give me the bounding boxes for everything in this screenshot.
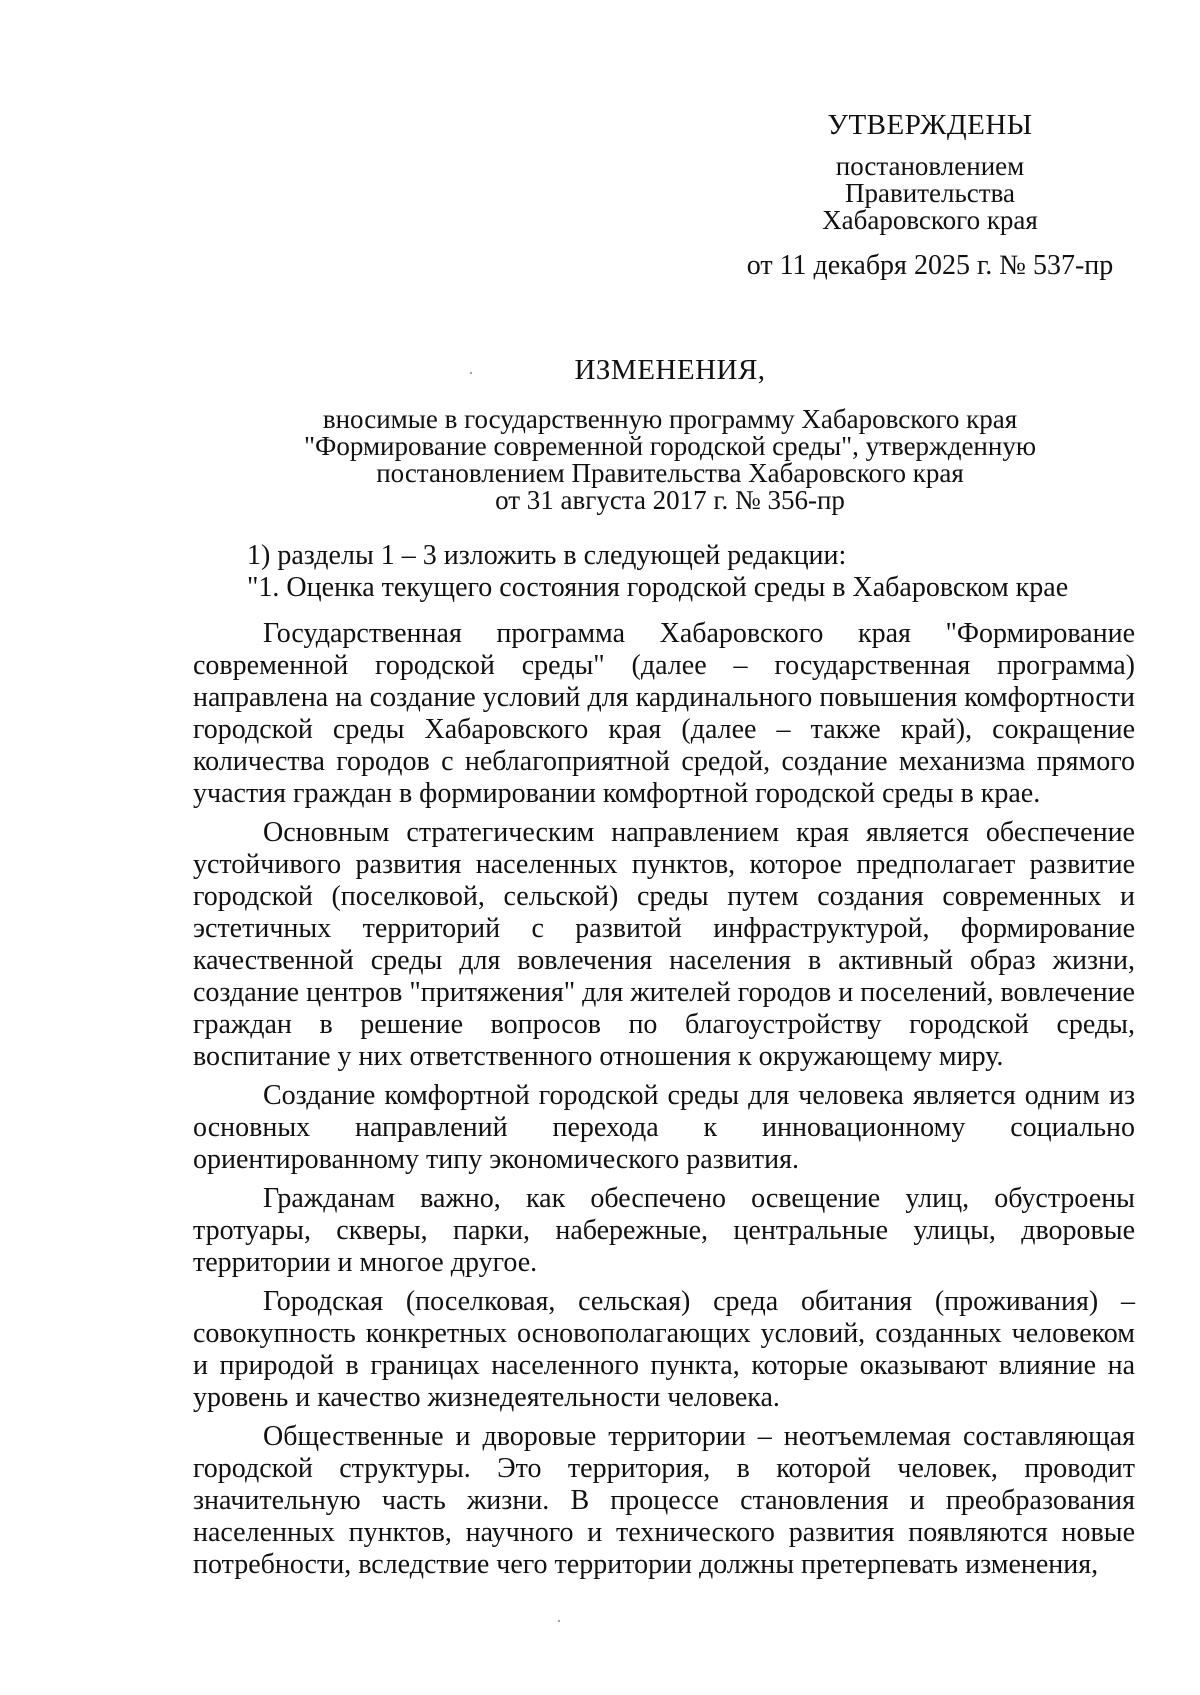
- scan-speck: [470, 372, 472, 374]
- body-paragraph: Создание комфортной городской среды для человека является одним из основных направлений перехода к инновационному социально ориентированному типу экономического развития.: [193, 1080, 1135, 1175]
- document-title: ИЗМЕНЕНИЯ,: [574, 354, 766, 386]
- scan-speck: [558, 1620, 560, 1622]
- body-paragraph: Государственная программа Хабаровского края "Формирование современной городской среды" (далее – государственная программа) направлена на создание условий для кардинального повышения комфортности городской среды Хабаровского края (далее – также край), сокращение количества городов с неблагоприятной средой, создание механизма прямого участия граждан в формировании комфортной городской среды в крае.: [193, 618, 1135, 809]
- document-subtitle-line: вносимые в государственную программу Хабаровского края: [322, 404, 1018, 434]
- document-body: [193, 540, 1135, 1581]
- document-subtitle-line: "Формирование современной городской среды", утвержденную: [304, 431, 1036, 461]
- document-title-block: [250, 354, 1090, 515]
- section-heading: "1. Оценка текущего состояния городской среды в Хабаровском крае: [247, 572, 1069, 603]
- approval-line: Правительства: [845, 178, 1015, 208]
- amendment-item: 1) разделы 1 – 3 изложить в следующей редакции:: [247, 540, 847, 571]
- document-subtitle-line: от 31 августа 2017 г. № 356-пр: [495, 485, 845, 515]
- approval-line: Хабаровского края: [822, 205, 1038, 235]
- body-paragraph: Основным стратегическим направлением края является обеспечение устойчивого развития населенных пунктов, которое предполагает развитие городской (поселковой, сельской) среды путем создания современных и эстетичных территорий с развитой инфраструктурой, формирование качественной среды для вовлечения населения в активный образ жизни, создание центров "притяжения" для жителей городов и поселений, вовлечение граждан в решение вопросов по благоустройству городской среды, воспитание у них ответственного отношения к окружающему миру.: [193, 817, 1135, 1072]
- approval-block: [730, 109, 1130, 281]
- document-subtitle-line: постановлением Правительства Хабаровского края: [376, 458, 964, 488]
- body-paragraph: Гражданам важно, как обеспечено освещение улиц, обустроены тротуары, скверы, парки, набережные, центральные улицы, дворовые территории и многое другое.: [193, 1183, 1135, 1278]
- body-paragraph: Общественные и дворовые территории – неотъемлемая составляющая городской структуры. Это территория, в которой человек, проводит значительную часть жизни. В процессе становления и преобразования населенных пунктов, научного и технического развития появляются новые потребности, вследствие чего территории должны претерпевать изменения,: [193, 1421, 1135, 1580]
- approval-line: постановлением: [835, 151, 1025, 181]
- body-paragraph: Городская (поселковая, сельская) среда обитания (проживания) – совокупность конкретных основополагающих условий, созданных человеком и природой в границах населенного пункта, которые оказывают влияние на уровень и качество жизнедеятельности человека.: [193, 1286, 1135, 1413]
- approval-date: от 11 декабря 2025 г. № 537-пр: [746, 250, 1114, 281]
- approval-heading: УТВЕРЖДЕНЫ: [827, 109, 1033, 141]
